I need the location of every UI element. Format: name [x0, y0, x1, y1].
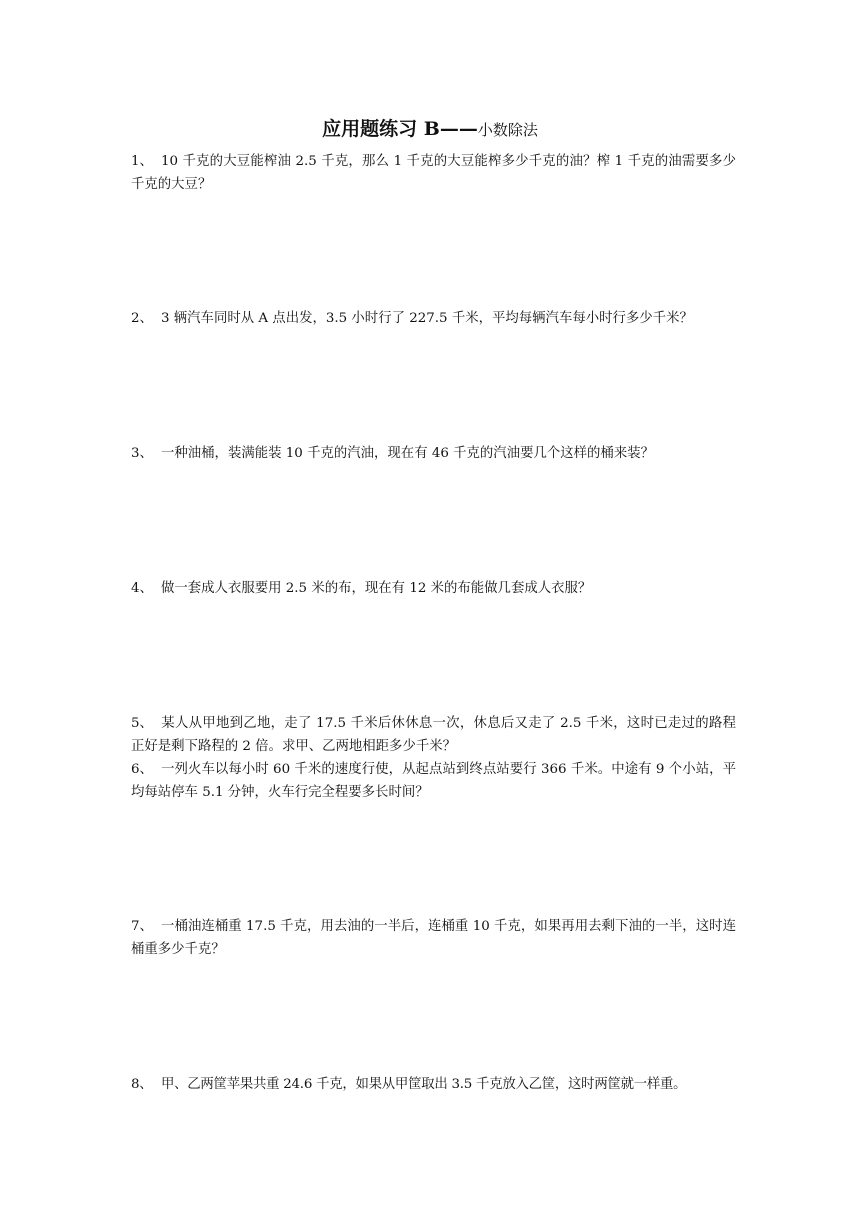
question-8 [131, 1073, 736, 1096]
question-number: 5、 [131, 716, 153, 731]
question-6 [131, 758, 736, 804]
question-2 [131, 307, 736, 330]
question-text: 10 千克的大豆能榨油 2.5 千克，那么 1 千克的大豆能榨多少千克的油？榨 1 千克的油需要多少千克的大豆？ [131, 154, 736, 192]
question-1 [131, 150, 736, 196]
question-number: 3、 [131, 446, 153, 461]
question-text: 一种油桶，装满能装 10 千克的汽油，现在有 46 千克的汽油要几个这样的桶来装？ [161, 446, 654, 461]
question-4 [131, 577, 736, 600]
question-number: 6、 [131, 762, 153, 777]
question-5 [131, 712, 736, 758]
question-7 [131, 915, 736, 961]
question-text: 做一套成人衣服要用 2.5 米的布，现在有 12 米的布能做几套成人衣服？ [161, 581, 592, 596]
question-text: 甲、乙两筐苹果共重 24.6 千克，如果从甲筐取出 3.5 千克放入乙筐，这时两筐就一样重。 [161, 1077, 687, 1092]
question-number: 1、 [131, 154, 153, 169]
title-subtitle: 小数除法 [477, 121, 538, 139]
question-text: 某人从甲地到乙地，走了 17.5 千米后休休息一次，休息后又走了 2.5 千米，这时已走过的路程正好是剩下路程的 2 倍。求甲、乙两地相距多少千米？ [131, 716, 736, 754]
question-3 [131, 442, 736, 465]
question-number: 2、 [131, 311, 153, 326]
question-text: 一桶油连桶重 17.5 千克，用去油的一半后，连桶重 10 千克，如果再用去剩下油的一半，这时连桶重多少千克？ [131, 919, 736, 957]
question-number: 7、 [131, 919, 153, 934]
question-text: 3 辆汽车同时从 A 点出发，3.5 小时行了 227.5 千米，平均每辆汽车每小时行多少千米？ [161, 311, 693, 326]
question-number: 4、 [131, 581, 153, 596]
title-main: 应用题练习 B—— [322, 118, 478, 140]
question-number: 8、 [131, 1077, 153, 1092]
question-text: 一列火车以每小时 60 千米的速度行使，从起点站到终点站要行 366 千米。中途有 9 个小站，平均每站停车 5.1 分钟，火车行完全程要多长时间？ [131, 762, 736, 800]
page-title [0, 116, 860, 143]
